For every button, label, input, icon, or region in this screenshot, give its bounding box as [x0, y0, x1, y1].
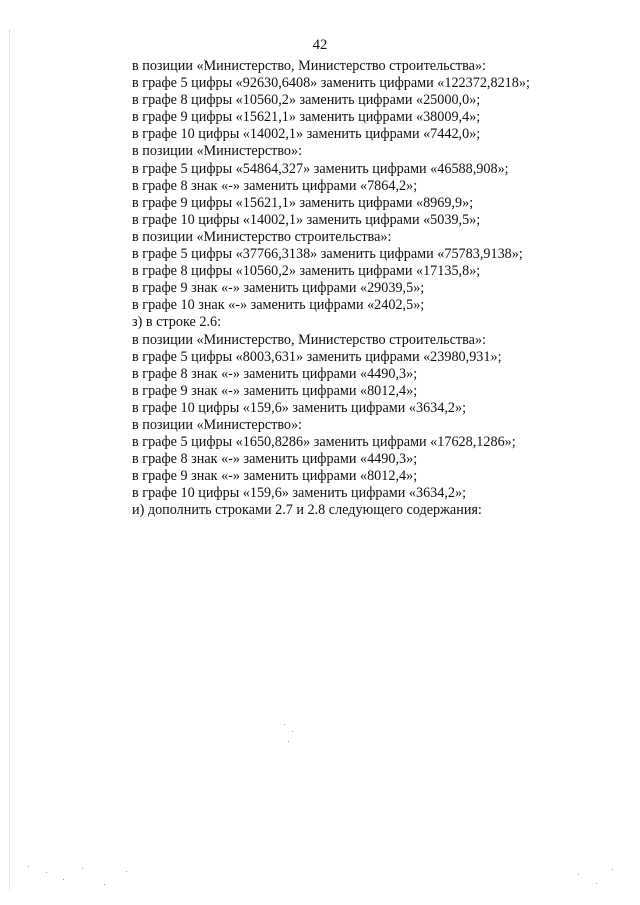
text-line: в графе 10 цифры «14002,1» заменить цифрами «7442,0»;	[132, 126, 481, 143]
page-number: 42	[312, 37, 328, 53]
text-line: в графе 8 знак «-» заменить цифрами «7864,2»;	[132, 177, 418, 194]
text-line: в графе 8 знак «-» заменить цифрами «4490,3»;	[132, 365, 418, 382]
scan-speck	[63, 879, 64, 880]
scan-speck	[596, 883, 597, 884]
text-line: в графе 8 знак «-» заменить цифрами «4490,3»;	[132, 451, 418, 468]
scan-edge-shadow	[9, 30, 10, 890]
text-line: в графе 10 цифры «14002,1» заменить цифрами «5039,5»;	[132, 211, 481, 228]
scan-speck	[578, 874, 579, 875]
scan-speck	[82, 868, 83, 869]
text-line: в графе 5 цифры «1650,8286» заменить цифрами «17628,1286»;	[132, 434, 516, 451]
text-line: в позиции «Министерство, Министерство строительства»:	[132, 331, 486, 348]
text-line: в позиции «Министерство строительства»:	[132, 228, 392, 245]
scan-speck	[126, 871, 127, 872]
text-line: в графе 5 цифры «54864,327» заменить цифрами «46588,908»;	[132, 160, 509, 177]
scan-speck	[612, 869, 613, 870]
text-line: в графе 9 знак «-» заменить цифрами «29039,5»;	[132, 280, 425, 297]
text-line: в графе 9 знак «-» заменить цифрами «8012,4»;	[132, 468, 418, 485]
scan-speck	[104, 884, 105, 885]
text-line: в графе 8 цифры «10560,2» заменить цифрами «25000,0»;	[132, 92, 481, 109]
text-line: в позиции «Министерство»:	[132, 143, 303, 160]
text-line: в позиции «Министерство»:	[132, 416, 303, 433]
text-line: в графе 9 знак «-» заменить цифрами «8012,4»;	[132, 382, 418, 399]
text-line: в графе 5 цифры «92630,6408» заменить цифрами «122372,8218»;	[132, 75, 530, 92]
scan-speck	[288, 741, 289, 742]
scan-speck	[292, 731, 293, 732]
scan-speck	[284, 724, 285, 725]
text-line: в графе 10 знак «-» заменить цифрами «2402,5»;	[132, 297, 425, 314]
text-line: в графе 10 цифры «159,6» заменить цифрами «3634,2»;	[132, 399, 467, 416]
text-line: в графе 8 цифры «10560,2» заменить цифрами «17135,8»;	[132, 263, 481, 280]
text-line: в графе 10 цифры «159,6» заменить цифрами «3634,2»;	[132, 485, 467, 502]
text-line: в графе 5 цифры «8003,631» заменить цифрами «23980,931»;	[132, 348, 502, 365]
scan-speck	[46, 872, 47, 873]
section-heading-line: и) дополнить строками 2.7 и 2.8 следующего содержания:	[132, 502, 482, 519]
text-line: в графе 9 цифры «15621,1» заменить цифрами «8969,9»;	[132, 194, 474, 211]
text-line: в графе 9 цифры «15621,1» заменить цифрами «38009,4»;	[132, 109, 481, 126]
scan-speck	[28, 866, 29, 867]
text-line: в позиции «Министерство, Министерство строительства»:	[132, 58, 486, 74]
document-body	[132, 58, 602, 520]
text-line: в графе 5 цифры «37766,3138» заменить цифрами «75783,9138»;	[132, 246, 523, 263]
section-heading-line: з) в строке 2.6:	[132, 314, 222, 331]
